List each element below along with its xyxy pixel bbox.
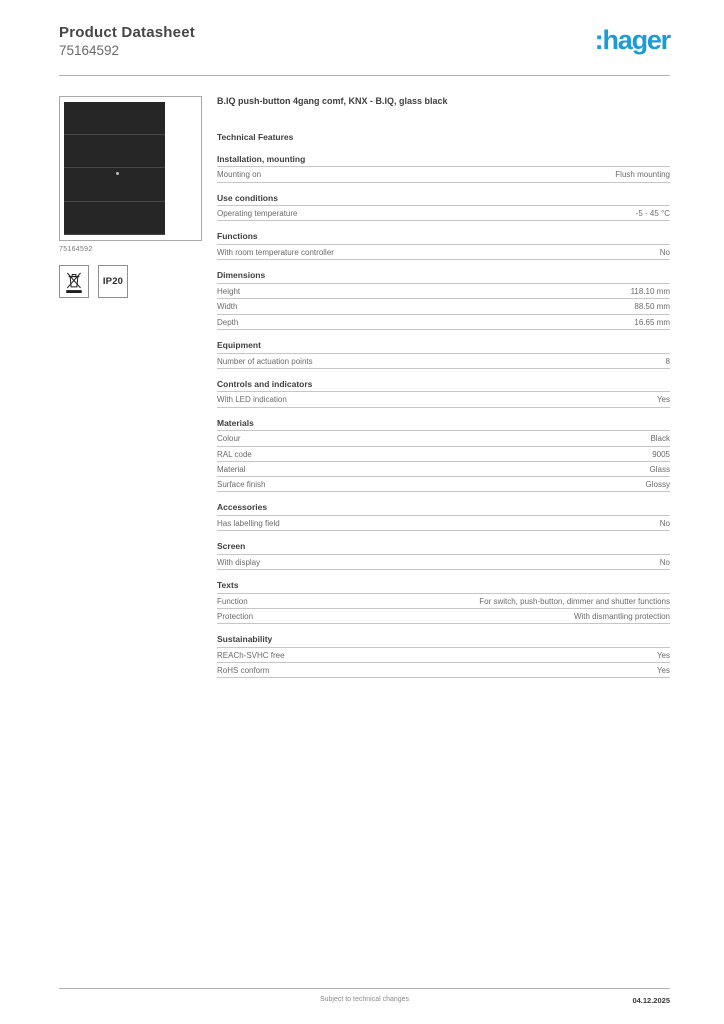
spec-row <box>217 431 670 446</box>
spec-section <box>217 419 670 493</box>
product-image-frame <box>59 96 202 241</box>
spec-label: Number of actuation points <box>217 356 313 366</box>
spec-section <box>217 380 670 408</box>
spec-section <box>217 542 670 570</box>
spec-label: With LED indication <box>217 395 287 405</box>
section-title: Materials <box>217 419 670 432</box>
technical-features-heading: Technical Features <box>217 131 294 142</box>
spec-label: RAL code <box>217 449 252 459</box>
spec-row <box>217 354 670 369</box>
spec-label: RoHS conform <box>217 666 270 676</box>
spec-row <box>217 555 670 570</box>
spec-row <box>217 462 670 477</box>
spec-value: No <box>659 557 670 567</box>
weee-badge <box>59 265 89 298</box>
footer-date: 04.12.2025 <box>632 996 670 1005</box>
spec-label: Depth <box>217 317 239 327</box>
spec-sections <box>217 155 670 679</box>
section-title: Use conditions <box>217 194 670 207</box>
spec-row <box>217 315 670 330</box>
pushbutton-segment <box>64 202 165 235</box>
spec-value: Glass <box>649 464 670 474</box>
spec-value: 16.65 mm <box>634 317 670 327</box>
footer-divider <box>59 988 670 989</box>
spec-label: Mounting on <box>217 170 262 180</box>
product-image-caption: 75164592 <box>59 245 93 253</box>
section-title: Sustainability <box>217 635 670 648</box>
spec-row <box>217 516 670 531</box>
section-title: Dimensions <box>217 271 670 284</box>
section-title: Functions <box>217 232 670 245</box>
spec-label: Protection <box>217 612 254 622</box>
spec-row <box>217 167 670 182</box>
spec-row <box>217 392 670 407</box>
spec-value: Flush mounting <box>615 170 670 180</box>
spec-label: Width <box>217 302 238 312</box>
spec-label: Function <box>217 596 248 606</box>
section-title: Controls and indicators <box>217 380 670 393</box>
section-title: Accessories <box>217 503 670 516</box>
spec-section <box>217 635 670 678</box>
spec-label: With room temperature controller <box>217 248 334 258</box>
spec-row <box>217 206 670 221</box>
spec-row <box>217 284 670 299</box>
spec-value: -5 - 45 °C <box>635 209 670 219</box>
section-title: Installation, mounting <box>217 155 670 168</box>
spec-value: 8 <box>665 356 670 366</box>
spec-section <box>217 194 670 222</box>
spec-value: No <box>659 518 670 528</box>
ip-rating-label: IP20 <box>102 275 124 287</box>
spec-value: No <box>659 248 670 258</box>
spec-row <box>217 648 670 663</box>
spec-value: With dismantling protection <box>573 612 670 622</box>
pushbutton-segment <box>64 102 165 135</box>
spec-value: 88.50 mm <box>634 302 670 312</box>
spec-label: Height <box>217 287 241 297</box>
page-header <box>0 0 724 59</box>
spec-label: Operating temperature <box>217 209 298 219</box>
spec-value: 118.10 mm <box>630 287 670 297</box>
spec-section <box>217 503 670 531</box>
spec-section <box>217 581 670 624</box>
spec-value: Yes <box>656 650 670 660</box>
pushbutton-segment <box>64 168 165 201</box>
spec-value: Yes <box>656 395 670 405</box>
document-title: Product Datasheet <box>59 24 195 41</box>
spec-row <box>217 477 670 492</box>
pushbutton-segment <box>64 135 165 168</box>
spec-label: Colour <box>217 434 241 444</box>
section-title: Equipment <box>217 341 670 354</box>
spec-row <box>217 299 670 314</box>
spec-row <box>217 609 670 624</box>
spec-section <box>217 271 670 329</box>
footer-row <box>59 996 670 1006</box>
ip-rating-badge <box>98 265 128 298</box>
hager-logo: :hager <box>594 25 670 55</box>
weee-crossed-out-bin-icon <box>64 268 84 294</box>
spec-row <box>217 447 670 462</box>
spec-label: REACh-SVHC free <box>217 650 285 660</box>
spec-label: Has labelling field <box>217 518 280 528</box>
footer-note: Subject to technical changes <box>319 996 410 1003</box>
spec-section <box>217 341 670 369</box>
spec-value: 9005 <box>652 449 670 459</box>
content <box>0 76 724 690</box>
section-title: Texts <box>217 581 670 594</box>
product-panel <box>59 96 217 690</box>
spec-row <box>217 663 670 678</box>
spec-column <box>217 96 670 690</box>
spec-row <box>217 245 670 260</box>
product-title: B.IQ push-button 4gang comf, KNX - B.IQ, glass black <box>217 95 448 106</box>
document-product-number: 75164592 <box>59 43 120 59</box>
header-titles <box>59 24 195 59</box>
spec-value: Black <box>650 434 670 444</box>
spec-label: With display <box>217 557 261 567</box>
product-image-pushbutton <box>64 102 165 235</box>
page-footer <box>59 988 670 1006</box>
pushbutton-led-dot <box>116 172 119 175</box>
spec-value: For switch, push-button, dimmer and shutter functions <box>479 596 670 606</box>
spec-label: Material <box>217 464 246 474</box>
section-title: Screen <box>217 542 670 555</box>
spec-value: Glossy <box>645 479 670 489</box>
spec-section <box>217 232 670 260</box>
spec-row <box>217 594 670 609</box>
certification-badges <box>59 265 217 298</box>
spec-section <box>217 155 670 183</box>
spec-label: Surface finish <box>217 479 266 489</box>
spec-value: Yes <box>656 666 670 676</box>
